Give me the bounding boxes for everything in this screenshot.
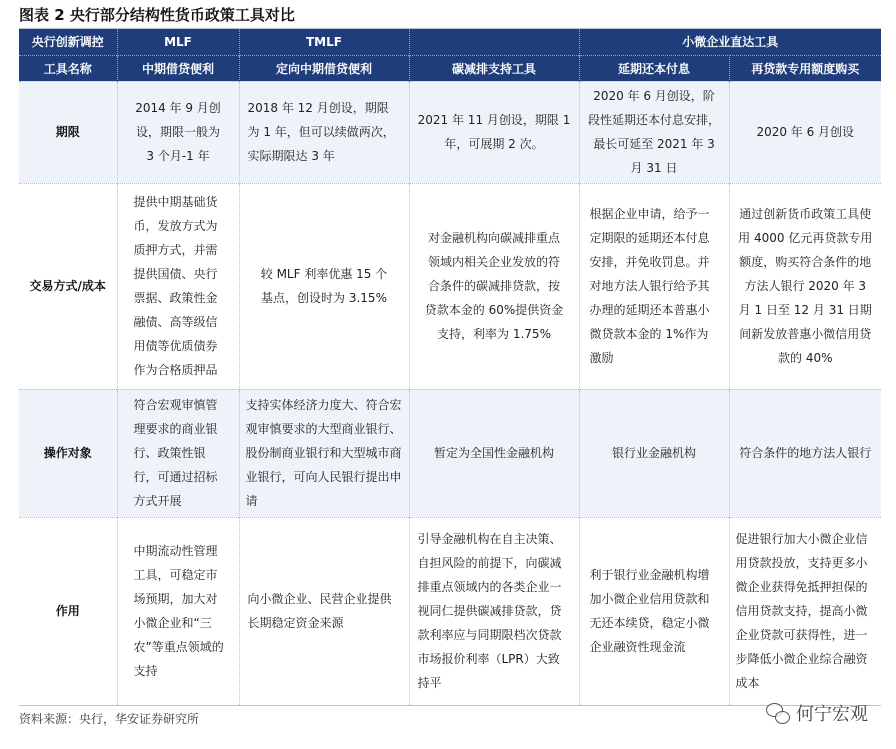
header-cell: 中期借贷便利 — [117, 55, 239, 81]
header-cell: 再贷款专用额度购买 — [729, 55, 881, 81]
header-row-1 — [19, 29, 881, 55]
header-cell: 定向中期借贷便利 — [239, 55, 409, 81]
comparison-table — [19, 29, 881, 705]
table-cell: 2020 年 6 月创设 — [729, 81, 881, 183]
table-cell: 中期流动性管理工具，可稳定市场预期，加大对小微企业和“三农”等重点领域的支持 — [117, 517, 239, 705]
source-note: 资料来源：央行，华安证券研究所 — [19, 712, 200, 726]
table-cell: 通过创新货币政策工具使用 4000 亿元再贷款专用额度，购买符合条件的地方法人银行 2020 年 3 月 1 日至 12 月 31 日期间新发放普惠小微信用贷款的 40% — [729, 183, 881, 389]
table-cell: 暂定为全国性金融机构 — [409, 389, 579, 517]
row-label: 交易方式/成本 — [19, 183, 117, 389]
row-label: 操作对象 — [19, 389, 117, 517]
table-cell: 根据企业申请，给予一定期限的延期还本付息安排，并免收罚息。并对地方法人银行给予其办理的延期还本普惠小微贷款本金的 1%作为激励 — [579, 183, 729, 389]
header-row-2 — [19, 55, 881, 81]
table-cell: 2014 年 9 月创设，期限一般为 3 个月-1 年 — [117, 81, 239, 183]
header-cell — [409, 29, 579, 55]
table-cell: 银行业金融机构 — [579, 389, 729, 517]
table-row — [19, 517, 881, 705]
table-cell: 符合宏观审慎管理要求的商业银行、政策性银行，可通过招标方式开展 — [117, 389, 239, 517]
table-cell: 引导金融机构在自主决策、自担风险的前提下，向碳减排重点领域内的各类企业一视同仁提供碳减排贷款，贷款利率应与同期限档次贷款市场报价利率（LPR）大致持平 — [409, 517, 579, 705]
header-cell: MLF — [117, 29, 239, 55]
header-cell: 延期还本付息 — [579, 55, 729, 81]
header-cell: 碳减排支持工具 — [409, 55, 579, 81]
watermark-text: 何宁宏观 — [796, 704, 868, 725]
header-cell: 工具名称 — [19, 55, 117, 81]
table-row — [19, 81, 881, 183]
table-cell: 较 MLF 利率优惠 15 个基点，创设时为 3.15% — [239, 183, 409, 389]
table-row — [19, 183, 881, 389]
row-label: 作用 — [19, 517, 117, 705]
table-cell: 对金融机构向碳减排重点领域内相关企业发放的符合条件的碳减排贷款，按贷款本金的 60%提供资金支持，利率为 1.75% — [409, 183, 579, 389]
table-cell: 提供中期基础货币，发放方式为质押方式，并需提供国债、央行票据、政策性金融债、高等级信用债等优质债券作为合格质押品 — [117, 183, 239, 389]
table-cell: 2020 年 6 月创设，阶段性延期还本付息安排，最长可延至 2021 年 3 月 31 日 — [579, 81, 729, 183]
table-cell: 支持实体经济力度大、符合宏观审慎要求的大型商业银行、股份制商业银行和大型城市商业银行，可向人民银行提出申请 — [239, 389, 409, 517]
comparison-table-container — [19, 28, 881, 706]
watermark — [766, 700, 868, 726]
table-cell: 符合条件的地方法人银行 — [729, 389, 881, 517]
table-cell: 向小微企业、民营企业提供长期稳定资金来源 — [239, 517, 409, 705]
header-cell-group: 小微企业直达工具 — [579, 29, 881, 55]
table-row — [19, 389, 881, 517]
table-cell: 2018 年 12 月创设，期限为 1 年，但可以续做两次，实际期限达 3 年 — [239, 81, 409, 183]
table-cell: 2021 年 11 月创设，期限 1 年，可展期 2 次。 — [409, 81, 579, 183]
table-cell: 促进银行加大小微企业信用贷款投放，支持更多小微企业获得免抵押担保的信用贷款支持，提高小微企业贷款可获得性，进一步降低小微企业综合融资成本 — [729, 517, 881, 705]
header-cell: TMLF — [239, 29, 409, 55]
page-title: 图表 2 央行部分结构性货币政策工具对比 — [19, 6, 295, 24]
table-cell: 利于银行业金融机构增加小微企业信用贷款和无还本续贷，稳定小微企业融资性现金流 — [579, 517, 729, 705]
row-label: 期限 — [19, 81, 117, 183]
wechat-icon — [766, 702, 790, 724]
header-cell: 央行创新调控 — [19, 29, 117, 55]
